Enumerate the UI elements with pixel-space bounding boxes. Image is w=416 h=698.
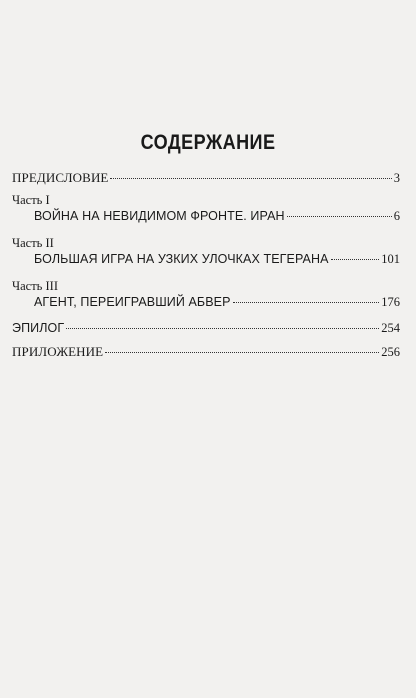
toc-entry-part-1 [12, 193, 400, 224]
toc-part-label: Часть II [12, 236, 54, 250]
toc-entry-label: АГЕНТ, ПЕРЕИГРАВШИЙ АБВЕР [34, 295, 231, 309]
toc-page-number: 6 [393, 209, 400, 223]
toc-page-number: 101 [381, 252, 400, 266]
toc-page-number: 254 [381, 321, 400, 335]
leader-dots [105, 352, 379, 353]
leader-dots [233, 302, 380, 303]
toc-part-label: Часть III [12, 279, 58, 293]
toc-page-number: 176 [381, 295, 400, 309]
toc-entry-label: ЭПИЛОГ [12, 321, 65, 335]
toc-entry-label: ПРИЛОЖЕНИЕ [12, 344, 104, 359]
page-title: СОДЕРЖАНИЕ [140, 131, 276, 154]
toc-entry-preface [12, 170, 400, 186]
toc-entry-part-2 [12, 236, 400, 267]
leader-dots [287, 216, 392, 217]
toc-page-number: 256 [381, 345, 400, 359]
toc-entry-appendix [12, 344, 400, 360]
leader-dots [66, 328, 379, 329]
toc-part-label: Часть I [12, 193, 50, 207]
leader-dots [331, 259, 380, 260]
toc-entry-part-3 [12, 279, 400, 310]
toc-entry-label: ВОЙНА НА НЕВИДИМОМ ФРОНТЕ. ИРАН [34, 209, 285, 223]
toc-page-number: 3 [393, 171, 400, 185]
leader-dots [110, 178, 391, 179]
toc-entry-label: ПРЕДИСЛОВИЕ [12, 170, 109, 185]
toc-entry-epilogue [12, 320, 400, 336]
toc-entry-label: БОЛЬШАЯ ИГРА НА УЗКИХ УЛОЧКАХ ТЕГЕРАНА [34, 252, 329, 266]
